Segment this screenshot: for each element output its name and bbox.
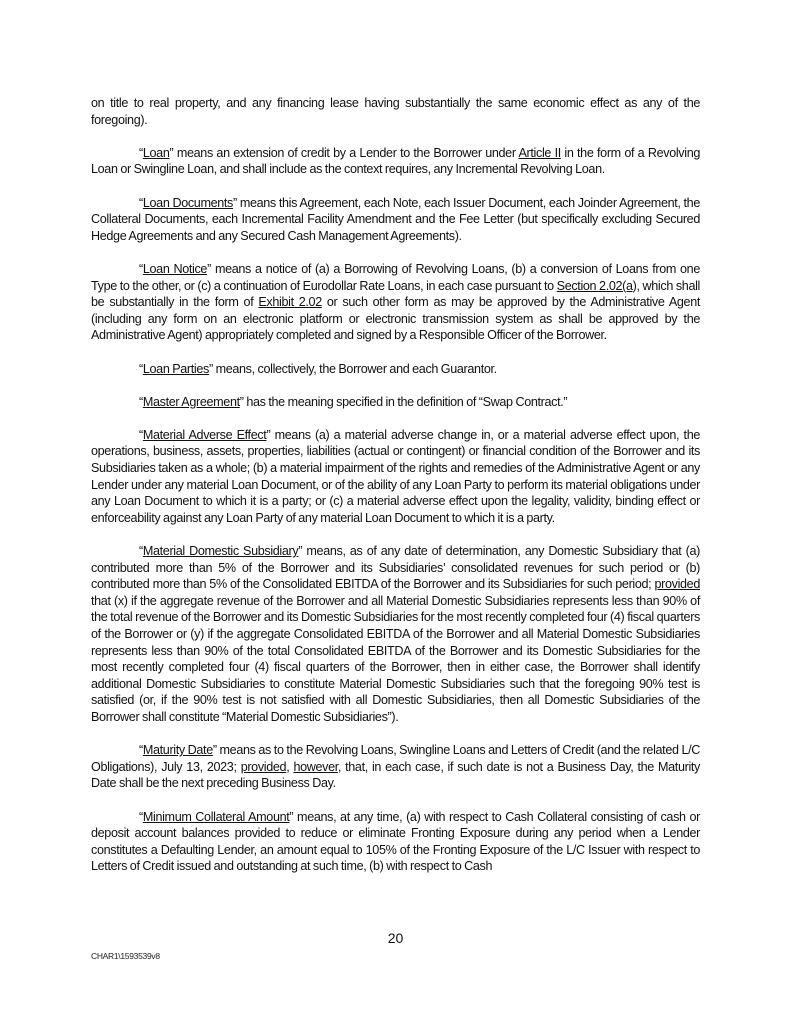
paragraph-text: ” means (a) a material adverse change in, or a material adverse effect upon, the operations, business, assets, properties, liabilities (actual or contingent) or financial condition of the Borrower and its Subsidiaries taken as a whole; (b) a material impairment of the rights and remedies of the Administrative Agent or any Lender under any material Loan Document, or of the ability of any Loan Party to perform its material obligations under any Loan Document to which it is a party; or (c) a material adverse effect upon the legality, validity, binding effect or enforceability against any Loan Party of any material Loan Document to which it is a party.	[91, 427, 700, 525]
definition-paragraph	[91, 145, 700, 178]
definition-paragraph	[91, 543, 700, 726]
continuation-paragraph	[91, 95, 700, 128]
paragraph-text: “	[139, 361, 143, 376]
definition-paragraph	[91, 809, 700, 875]
paragraph-text: ” means, collectively, the Borrower and each Guarantor.	[208, 361, 497, 376]
paragraph-text: ” means a notice of (a) a Borrowing of Revolving Loans, (b) a conversion of Loans from one Type to the other, or (c) a continuation of Eurodollar Rate Loans, in each case pursuant to	[91, 261, 700, 293]
defined-term: Minimum Collateral Amount	[142, 809, 290, 824]
definition-paragraph	[91, 361, 700, 378]
defined-term: Loan Parties	[142, 361, 209, 376]
cross-reference: Exhibit 2.02	[258, 295, 322, 310]
definition-paragraph	[91, 742, 700, 792]
paragraph-text: ” means an extension of credit by a Lender to the Borrower under	[169, 145, 519, 160]
paragraph-text: “	[139, 261, 143, 276]
defined-term: Master Agreement	[142, 394, 240, 409]
paragraph-text: , which shall be substantially in the form of	[91, 278, 700, 310]
defined-term: Material Adverse Effect	[142, 427, 267, 442]
cross-reference: Section 2.02(a)	[556, 278, 637, 293]
paragraph-text: ” has the meaning specified in the definition of “Swap Contract.”	[239, 394, 568, 409]
paragraph-text: in the form of a Revolving Loan or Swingline Loan, and shall include as the context requires, any Incremental Revolving Loan.	[91, 145, 700, 177]
paragraph-text: “	[139, 544, 143, 559]
paragraph-text: or such other form as may be approved by the Administrative Agent (including any form on an electronic platform or electronic transmission system as shall be approved by the Administrative Agent) appropriately completed and signed by a Responsible Officer of the Borrower.	[91, 295, 701, 343]
paragraph-text: “	[139, 809, 143, 824]
defined-term: Loan	[142, 145, 170, 160]
paragraph-text: “	[139, 145, 143, 160]
paragraph-text: “	[139, 394, 143, 409]
definition-paragraph	[91, 195, 700, 245]
paragraph-text: , that, in each case, if such date is not a Business Day, the Maturity Date shall be the next preceding Business Day.	[91, 759, 700, 791]
paragraph-text: “	[139, 743, 143, 758]
paragraph-text: “	[139, 427, 143, 442]
definition-paragraph	[91, 427, 700, 527]
definition-paragraph	[91, 394, 700, 411]
paragraph-text: ” means this Agreement, each Note, each Issuer Document, each Joinder Agreement, the Collateral Documents, each Incremental Facility Amendment and the Fee Letter (but specifically excluding Secured Hedge Agreements and any Secured Cash Management Agreements).	[91, 195, 700, 243]
defined-term: Material Domestic Subsidiary	[142, 544, 299, 559]
page-number: 20	[387, 930, 404, 946]
defined-term: Maturity Date	[142, 743, 213, 758]
definition-paragraph	[91, 261, 700, 344]
cross-reference: however	[293, 759, 338, 774]
document-body	[91, 95, 700, 892]
paragraph-text: that (x) if the aggregate revenue of the Borrower and all Material Domestic Subsidiaries represents less than 90% of the total revenue of the Borrower and its Domestic Subsidiaries for the most recently completed four (4) fiscal quarters of the Borrower or (y) if the aggregate Consolidated EBITDA of the Borrower and all Material Domestic Subsidiaries represents less than 90% of the total Consolidated EBITDA of the Borrower and its Domestic Subsidiaries for the most recently completed four (4) fiscal quarters of the Borrower, then in either case, the Borrower shall identify additional Domestic Subsidiaries to constitute Material Domestic Subsidiaries such that the foregoing 90% test is satisfied (or, if the 90% test is not satisfied with all Domestic Subsidiaries, then all Domestic Subsidiaries of the Borrower shall constitute “Material Domestic Subsidiaries”).	[91, 593, 700, 724]
defined-term: Loan Notice	[142, 261, 208, 276]
defined-term: Loan Documents	[142, 195, 233, 210]
paragraph-text: ” means, as of any date of determination, any Domestic Subsidiary that (a) contributed more than 5% of the Borrower and its Subsidiaries’ consolidated revenues for such period or (b) contributed more than 5% of the Consolidated EBITDA of the Borrower and its Subsidiaries for such period;	[91, 544, 700, 592]
paragraph-text: on title to real property, and any financing lease having substantially the same economic effect as any of the foregoing).	[91, 96, 700, 127]
document-id: CHAR1\1593539v8	[91, 951, 160, 961]
cross-reference: provided	[240, 759, 287, 774]
cross-reference: Article II	[518, 145, 561, 160]
paragraph-text: ” means as to the Revolving Loans, Swingline Loans and Letters of Credit (and the related L/C Obligations), July 13, 2023;	[91, 743, 701, 774]
cross-reference: provided	[654, 577, 700, 592]
paragraph-text: “	[139, 195, 143, 210]
paragraph-text: ” means, at any time, (a) with respect to Cash Collateral consisting of cash or deposit account balances provided to reduce or eliminate Fronting Exposure during any period when a Lender constitutes a Defaulting Lender, an amount equal to 105% of the Fronting Exposure of the L/C Issuer with respect to Letters of Credit issued and outstanding at such time, (b) with respect to Cash	[91, 809, 700, 874]
paragraph-text: ,	[286, 759, 294, 774]
